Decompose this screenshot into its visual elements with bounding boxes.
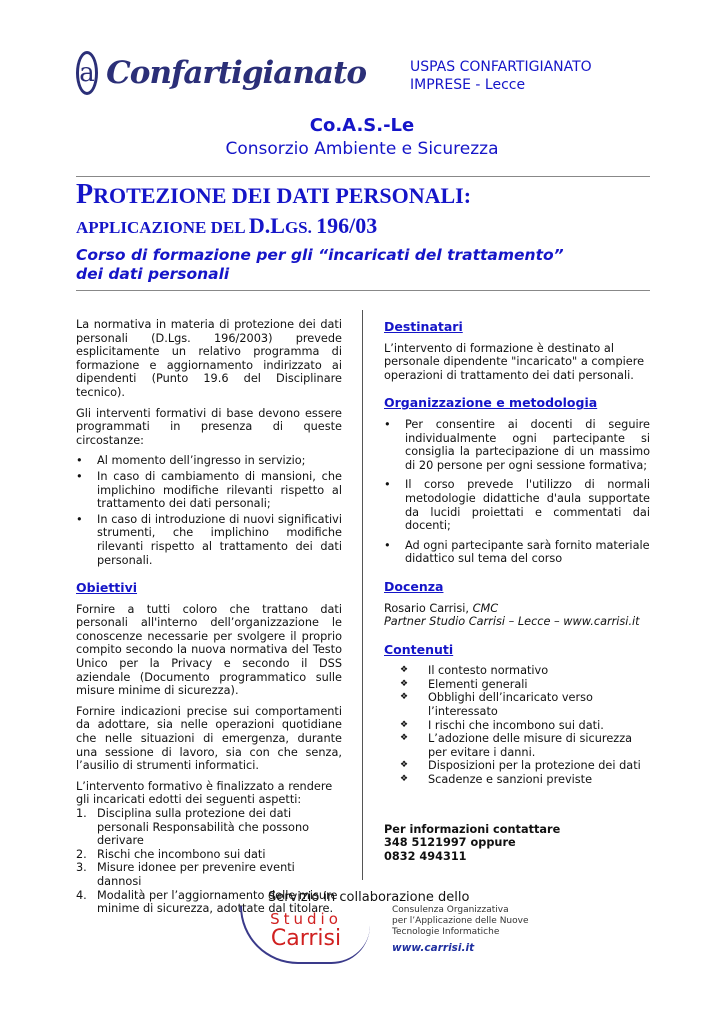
logo-studio: Studio: [270, 910, 342, 928]
contact-label: Per informazioni contattare: [384, 822, 561, 836]
divider-subtitle: [76, 290, 650, 291]
intro-paragraph-2: Gli interventi formativi di base devono essere programmati in presenza di queste circostanze:: [76, 406, 342, 447]
title-l2c: GS.: [284, 218, 317, 237]
list-item: ❖ Scadenze e sanzioni previste: [400, 773, 650, 787]
docente-role: CMC: [472, 601, 499, 615]
list-item: • Ad ogni partecipante sarà fornito materiale didattico sul tema del corso: [384, 539, 650, 566]
title-l2d: 196/03: [316, 213, 378, 238]
org-line2: IMPRESE - Lecce: [410, 77, 526, 93]
item-number: 1.: [76, 807, 87, 820]
list-item: ❖ Obblighi dell’incaricato verso l’interessato: [400, 691, 650, 718]
logo-text: Confartigianato: [106, 55, 366, 91]
title-l2a: APPLICAZIONE DEL: [76, 218, 249, 237]
right-column: [384, 318, 650, 863]
cons-line3: Tecnologie Informatiche: [392, 927, 500, 937]
consortium-name: Consorzio Ambiente e Sicurezza: [225, 139, 499, 159]
contact-phone-2: 0832 494311: [384, 849, 467, 863]
title-cap: P: [76, 179, 94, 210]
subtitle: [76, 246, 564, 284]
list-item: [76, 861, 342, 888]
circumstances-list: [76, 454, 342, 567]
org-line1: USPAS CONFARTIGIANATO: [410, 59, 592, 75]
intro-paragraph: La normativa in materia di protezione dei dati personali (D.Lgs. 196/2003) prevede esplicitamente un relativo programma di formazione e aggiornamento indirizzato ai dipendenti (Punto 19.6 del Disciplinare tecnico).: [76, 318, 342, 399]
list-item: • In caso di cambiamento di mansioni, che implichino modifiche rilevanti rispetto al trattamento dei dati personali;: [76, 470, 342, 511]
item-text: Disciplina sulla protezione dei dati personali Responsabilità che possono derivare: [97, 807, 310, 848]
title-l2b: D.L: [248, 213, 285, 238]
consulting-description: [392, 905, 529, 938]
organization-list: [384, 418, 650, 566]
docente-partner: Partner Studio Carrisi – Lecce – www.carrisi.it: [384, 615, 640, 629]
objective-paragraph: L’intervento formativo è finalizzato a rendere gli incaricati edotti dei seguenti aspetti:: [76, 779, 333, 807]
list-item: ❖ Disposizioni per la protezione dei dati: [400, 759, 650, 773]
item-number: 2.: [76, 847, 87, 861]
contact-phone-1: 348 5121997 oppure: [384, 836, 516, 850]
section-title-organizzazione: Organizzazione e metodologia: [384, 395, 598, 411]
list-item: • Al momento dell’ingresso in servizio;: [76, 454, 342, 468]
document-title: [76, 180, 471, 243]
list-item: ❖ Il contesto normativo: [400, 664, 650, 678]
item-text: Misure idonee per prevenire eventi dannosi: [97, 861, 295, 888]
objective-paragraph: Fornire indicazioni precise sui comportamenti da adottare, sia nelle operazioni quotidiane che nelle situazioni di emergenza, durante una sessione di lavoro, sia con che senza, l’ausilio di strumenti informatici.: [76, 704, 342, 773]
subtitle-line2: dei dati personali: [76, 265, 230, 283]
item-number: 4.: [76, 888, 87, 902]
section-title-obiettivi: Obiettivi: [76, 580, 138, 596]
list-item: • In caso di introduzione di nuovi significativi strumenti, che implichino modifiche rilevanti rispetto al trattamento dei dati personali.: [76, 513, 342, 567]
section-title-docenza: Docenza: [384, 578, 444, 594]
list-item: ❖ Elementi generali: [400, 678, 650, 692]
title-rest: ROTEZIONE DEI DATI PERSONALI:: [93, 183, 472, 208]
contents-list: [384, 664, 650, 786]
section-title-contenuti: Contenuti: [384, 641, 454, 657]
list-item: • Per consentire ai docenti di seguire individualmente ogni partecipante si consiglia la partecipazione di un massimo di 20 persone per ogni sessione formativa;: [384, 418, 650, 472]
confartigianato-logo: [76, 48, 366, 98]
objective-paragraph: Fornire a tutti coloro che trattano dati personali all'interno dell’organizzazione le conoscenze necessarie per svolgere il proprio compito secondo la nuova normativa del Testo Unico per la Privacy e secondo il DSS aziendale (Documento programmatico sulle misure minime di sicurezza).: [76, 602, 342, 698]
contact-info: [384, 823, 650, 864]
list-item: [76, 848, 342, 862]
list-item: [76, 807, 342, 848]
consortium-abbr: Co.A.S.-Le: [309, 115, 415, 136]
left-column: [76, 318, 342, 916]
column-divider: [362, 310, 363, 880]
studio-carrisi-logo: [240, 906, 370, 964]
docente: [384, 602, 650, 616]
cons-line2: per l’Applicazione delle Nuove: [392, 916, 529, 926]
cons-line1: Consulenza Organizzativa: [392, 905, 509, 915]
org-name: [410, 58, 592, 94]
consortium: [0, 114, 724, 160]
docente-name: Rosario Carrisi,: [384, 601, 473, 615]
item-text: Rischi che incombono sui dati: [97, 847, 266, 861]
item-text: Modalità per l’aggiornamento delle misure minime di sicurezza, adottate dal titolare.: [97, 888, 338, 916]
divider-top: [76, 176, 650, 177]
section-title-destinatari: Destinatari: [384, 319, 463, 334]
list-item: ❖ I rischi che incombono sui dati.: [400, 719, 650, 733]
collaboration-text: Servizio in collaborazione dello: [268, 890, 470, 905]
list-item: ❖ L’adozione delle misure di sicurezza per evitare i danni.: [400, 732, 650, 759]
destinatari-paragraph: L’intervento di formazione è destinato al personale dipendente "incaricato" a compiere operazioni di trattamento dei dati personali.: [384, 341, 645, 382]
logo-carrisi: Carrisi: [270, 926, 342, 951]
list-item: • Il corso prevede l'utilizzo di normali metodologie didattiche d'aula supportate da lucidi proiettati e commentati dai docenti;: [384, 478, 650, 532]
confartigianato-emblem-icon: a: [76, 51, 98, 95]
item-number: 3.: [76, 861, 87, 875]
subtitle-line1: Corso di formazione per gli “incaricati del trattamento”: [76, 246, 564, 264]
website-link[interactable]: www.carrisi.it: [392, 942, 475, 954]
